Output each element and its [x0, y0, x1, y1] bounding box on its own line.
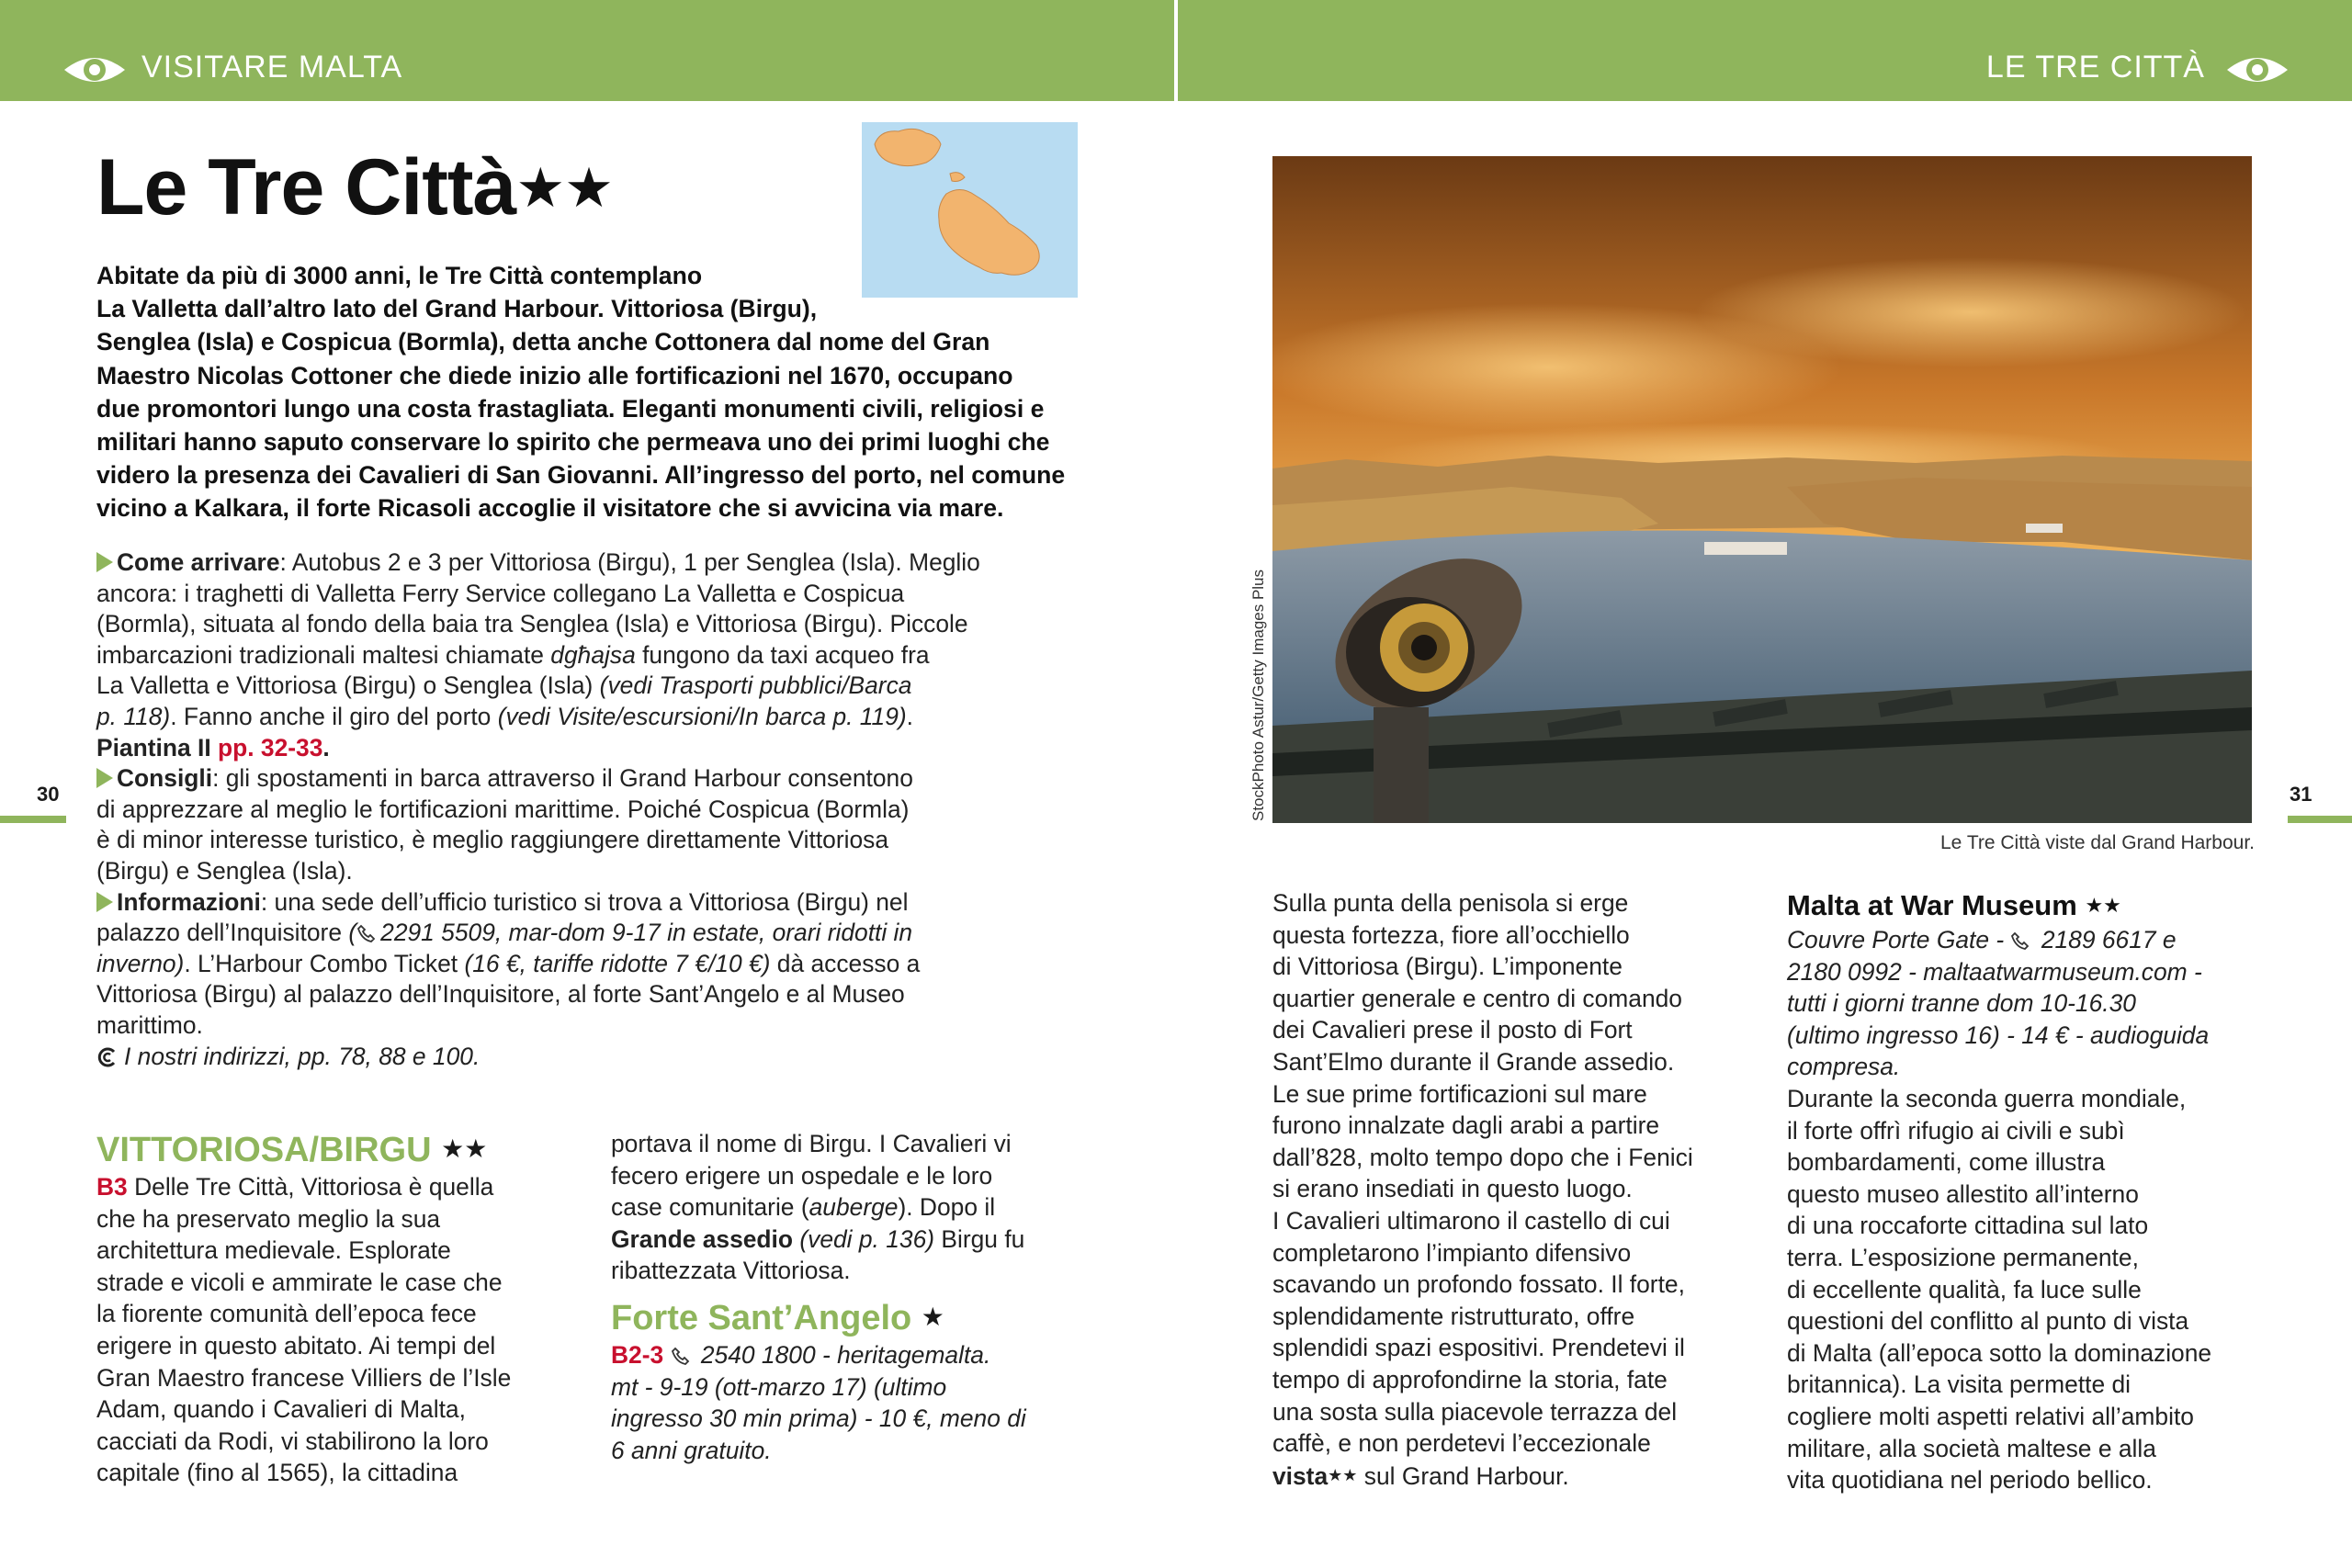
photo-caption: Le Tre Città viste dal Grand Harbour.	[1940, 832, 2255, 853]
intro-line: La Valletta dall’altro lato del Grand Harbour. Vittoriosa (Birgu),	[96, 295, 818, 323]
text-span: .	[906, 702, 914, 730]
forte-description	[1272, 887, 1750, 1492]
page-number-left: 30	[37, 783, 60, 806]
bold-term: vista	[1272, 1461, 1329, 1490]
forte-stars: ★	[921, 1302, 944, 1331]
text-span: di Vittoriosa (Birgu). L’imponente	[1272, 953, 1623, 981]
italic-ref: inverno)	[96, 949, 185, 977]
piantina-ref	[96, 733, 1080, 764]
text-span: Le sue prime fortificazioni sul mare	[1272, 1079, 1647, 1108]
text-span: erigere in questo abitato. Ai tempi del	[96, 1331, 496, 1359]
italic-ref: (vedi p. 136)	[793, 1224, 935, 1253]
header-left-label: VISITARE MALTA	[141, 50, 403, 85]
text-span: di una roccaforte cittadina sul lato	[1787, 1212, 2149, 1240]
text-span: (ultimo ingresso 16) - 14 € - audioguida	[1787, 1021, 2210, 1049]
museum-info	[1787, 924, 2265, 1083]
text-span: ). Dopo il	[898, 1193, 996, 1222]
come-arrivare-label: Come arrivare	[117, 548, 280, 576]
text-span: bombardamenti, come illustra	[1787, 1148, 2106, 1177]
page-marker-right	[2288, 816, 2352, 823]
practical-info	[96, 547, 1080, 1072]
text-span: capitale (fino al 1565), la cittadina	[96, 1459, 458, 1487]
text-span: : gli spostamenti in barca attraverso il Grand Harbour consentono	[212, 764, 913, 793]
text-span: 2540 1800 - heritagemalta.	[694, 1340, 991, 1369]
text-span: furono innalzate dagli arabi a partire	[1272, 1111, 1660, 1140]
text-span: ribattezzata Vittoriosa.	[611, 1257, 851, 1285]
piantina-link[interactable]: pp. 32-33	[217, 733, 323, 761]
text-span: splendidi spazi espositivi. Prendetevi il	[1272, 1334, 1685, 1362]
triangle-bullet-icon	[96, 892, 113, 912]
text-span: cogliere molti aspetti relativi all’ambito	[1787, 1402, 2194, 1430]
consigli	[96, 763, 1080, 886]
text-span: Birgu fu	[934, 1224, 1025, 1253]
informazioni-label: Informazioni	[117, 887, 261, 916]
intro-paragraph	[96, 259, 1089, 525]
vittoriosa-cont-body	[611, 1128, 1089, 1287]
vittoriosa-section	[96, 1128, 574, 1489]
italic-ref: (vedi Visite/escursioni/In barca p. 119)	[497, 702, 907, 730]
address-book-icon	[96, 1046, 119, 1068]
museum-section	[1787, 887, 2265, 1496]
text-span: compresa.	[1787, 1053, 1901, 1081]
vittoriosa-continued	[611, 1128, 1089, 1466]
map-ref-b2-3[interactable]: B2-3	[611, 1340, 664, 1369]
text-span: britannica). La visita permette di	[1787, 1371, 2132, 1399]
text-span: dei Cavalieri prese il posto di Fort	[1272, 1016, 1633, 1044]
text-span: completarono l’impianto difensivo	[1272, 1238, 1632, 1267]
text-span: splendidamente ristrutturato, offre	[1272, 1302, 1635, 1330]
text-span: palazzo dell’Inquisitore	[96, 919, 349, 947]
text-span: cacciati da Rodi, vi stabilirono la loro	[96, 1427, 489, 1455]
text-span: 6 anni gratuito.	[611, 1436, 772, 1464]
text-span: vita quotidiana nel periodo bellico.	[1787, 1466, 2153, 1495]
vittoriosa-stars: ★★	[441, 1134, 488, 1163]
phone-icon	[671, 1346, 691, 1366]
intro-line: due promontori lungo una costa frastagliata. Eleganti monumenti civili, religiosi e	[96, 394, 1045, 423]
italic-term: auberge	[808, 1193, 899, 1222]
text-span: Durante la seconda guerra mondiale,	[1787, 1084, 2187, 1112]
text-span: il forte offrì rifugio ai civili e subì	[1787, 1116, 2125, 1145]
harbour-photo	[1272, 156, 2252, 823]
text-span: 2189 6617 e	[2034, 926, 2177, 953]
forte-heading	[611, 1296, 1089, 1339]
text-span: dà accesso a	[770, 949, 921, 977]
text-span: sul Grand Harbour.	[1357, 1461, 1569, 1490]
italic-term: dgħajsa	[550, 640, 636, 669]
text-span: di apprezzare al meglio le fortificazioni marittime. Poiché Cospicua (Bormla)	[96, 795, 910, 823]
intro-line: Maestro Nicolas Cottoner che diede inizio alle fortificazioni nel 1670, occupano	[96, 361, 1013, 389]
indirizzi-link[interactable]: I nostri indirizzi, pp. 78, 88 e 100.	[124, 1042, 481, 1070]
map-ref-b3[interactable]: B3	[96, 1173, 128, 1201]
text-span: : una sede dell’ufficio turistico si trova a Vittoriosa (Birgu) nel	[260, 887, 909, 916]
text-span: tutti i giorni tranne dom 10-16.30	[1787, 989, 2136, 1018]
text-span: una sosta sulla piacevole terrazza del	[1272, 1397, 1678, 1426]
vittoriosa-heading-text: VITTORIOSA/BIRGU	[96, 1131, 432, 1169]
text-span: Vittoriosa (Birgu) al palazzo dell’Inquisitore, al forte Sant’Angelo e al Museo	[96, 980, 905, 1009]
eye-icon	[2225, 51, 2290, 88]
eye-icon	[62, 51, 127, 88]
text-span: ancora: i traghetti di Valletta Ferry Service collegano La Valletta e Cospicua	[96, 579, 905, 607]
text-span: Delle Tre Città, Vittoriosa è quella	[127, 1173, 494, 1201]
text-span: strade e vicoli e ammirate le case che	[96, 1268, 503, 1296]
text-span: caffè, e non perdetevi l’eccezionale	[1272, 1429, 1651, 1458]
intro-line: Senglea (Isla) e Cospicua (Bormla), detta anche Cottonera dal nome del Gran	[96, 328, 990, 356]
text-span: che ha preservato meglio la sua	[96, 1204, 441, 1233]
text-span: Couvre Porte Gate -	[1787, 926, 2011, 953]
vista-stars: ★★	[1328, 1465, 1358, 1484]
intro-line: videro la presenza dei Cavalieri di San Giovanni. All’ingresso del porto, nel comune	[96, 461, 1066, 490]
text-span: portava il nome di Birgu. I Cavalieri vi	[611, 1130, 1012, 1157]
photo-credit: StockPhoto Astur/Getty Images Plus	[1250, 569, 1267, 821]
text-span: : Autobus 2 e 3 per Vittoriosa (Birgu), 1 per Senglea (Isla). Meglio	[279, 548, 980, 576]
text-span: si erano insediati in questo luogo.	[1272, 1175, 1633, 1203]
museum-stars: ★★	[2085, 894, 2121, 917]
text-span: ingresso 30 min prima) - 10 €, meno di	[611, 1404, 1026, 1433]
title-stars: ★★	[515, 157, 613, 219]
text-span: di eccellente qualità, fa luce sulle	[1787, 1275, 2142, 1303]
text-span: (Birgu) e Senglea (Isla).	[96, 856, 353, 885]
triangle-bullet-icon	[96, 768, 113, 788]
italic-ref: (vedi Trasporti pubblici/Barca	[599, 671, 912, 700]
piantina-label: Piantina II	[96, 733, 218, 761]
text-span: fungono da taxi acqueo fra	[635, 640, 930, 669]
museum-heading-text: Malta at War Museum	[1787, 889, 2077, 921]
phone-icon	[2010, 931, 2030, 951]
text-span: tempo di approfondirne la storia, fate	[1272, 1365, 1668, 1393]
text-span: I Cavalieri ultimarono il castello di cui	[1272, 1206, 1670, 1235]
text-span: .	[322, 733, 330, 761]
vittoriosa-body	[96, 1171, 574, 1489]
vittoriosa-heading	[96, 1128, 574, 1171]
bold-term: Grande assedio	[611, 1224, 794, 1253]
text-span: Sant’Elmo durante il Grande assedio.	[1272, 1047, 1675, 1076]
triangle-bullet-icon	[96, 552, 113, 572]
header-band-left	[0, 0, 1174, 101]
text-span: dall’828, molto tempo dopo che i Fenici	[1272, 1143, 1693, 1171]
text-span: di Malta (all’epoca sotto la dominazione	[1787, 1338, 2212, 1367]
text-span: terra. L’esposizione permanente,	[1787, 1243, 2139, 1271]
text-span: (Bormla), situata al fondo della baia tra Senglea (Isla) e Vittoriosa (Birgu). Piccole	[96, 610, 968, 638]
text-span: scavando un profondo fossato. Il forte,	[1272, 1270, 1685, 1299]
text-span: questioni del conflitto al punto di vista	[1787, 1307, 2189, 1336]
text-span: questa fortezza, fiore all’occhiello	[1272, 920, 1630, 949]
page-number-right: 31	[2290, 783, 2312, 806]
text-span: imbarcazioni tradizionali maltesi chiamate	[96, 640, 551, 669]
italic-ref: 2291 5509, mar-dom 9-17 in estate, orari ridotti in	[380, 919, 913, 947]
intro-line: vicino a Kalkara, il forte Ricasoli accoglie il visitatore che si avvicina via mare.	[96, 494, 1004, 523]
italic-ref: (16 €, tariffe ridotte 7 €/10 €)	[464, 949, 771, 977]
text-span: è di minor interesse turistico, è meglio raggiungere direttamente Vittoriosa	[96, 826, 889, 854]
page-title	[96, 142, 613, 233]
text-span: militare, alla società maltese e alla	[1787, 1434, 2156, 1462]
text-span: la fiorente comunità dell’epoca fece	[96, 1300, 477, 1328]
forte-heading-text: Forte Sant’Angelo	[611, 1298, 912, 1337]
come-arrivare	[96, 547, 1080, 733]
text-span: Gran Maestro francese Villiers de l’Isle	[96, 1363, 512, 1392]
text-span: questo museo allestito all’interno	[1787, 1179, 2139, 1208]
italic-ref: p. 118)	[96, 702, 171, 730]
consigli-label: Consigli	[117, 764, 213, 793]
page-title-text: Le Tre Città	[96, 143, 516, 231]
text-span: . Fanno anche il giro del porto	[170, 702, 498, 730]
text-span: architettura medievale. Esplorate	[96, 1236, 451, 1265]
phone-icon	[356, 923, 377, 943]
forte-info	[611, 1339, 1089, 1466]
header-right-label: LE TRE CITTÀ	[1985, 50, 2205, 85]
indirizzi-ref	[96, 1042, 1080, 1073]
header-band-right	[1178, 0, 2352, 101]
informazioni	[96, 887, 1080, 1042]
intro-line: militari hanno saputo conservare lo spirito che permeava uno dei primi luoghi che	[96, 428, 1050, 457]
text-span: marittimo.	[96, 1010, 203, 1039]
text-span: fecero erigere un ospedale e le loro	[611, 1161, 993, 1190]
text-span: quartier generale e centro di comando	[1272, 984, 1682, 1012]
text-span: mt - 9-19 (ott-marzo 17) (ultimo	[611, 1372, 947, 1401]
text-span: . L’Harbour Combo Ticket	[184, 949, 465, 977]
text-span: 2180 0992 - maltaatwarmuseum.com -	[1787, 957, 2202, 986]
text-span: Adam, quando i Cavalieri di Malta,	[96, 1395, 466, 1424]
museum-heading	[1787, 887, 2265, 924]
text-span: case comunitarie (	[611, 1193, 809, 1222]
page-marker-left	[0, 816, 66, 823]
museum-body	[1787, 1083, 2265, 1496]
text-span: Sulla punta della penisola si erge	[1272, 889, 1629, 917]
intro-line: Abitate da più di 3000 anni, le Tre Città contemplano	[96, 262, 703, 289]
italic-ref: (	[348, 919, 357, 947]
text-span: La Valletta e Vittoriosa (Birgu) o Senglea (Isla)	[96, 671, 600, 700]
